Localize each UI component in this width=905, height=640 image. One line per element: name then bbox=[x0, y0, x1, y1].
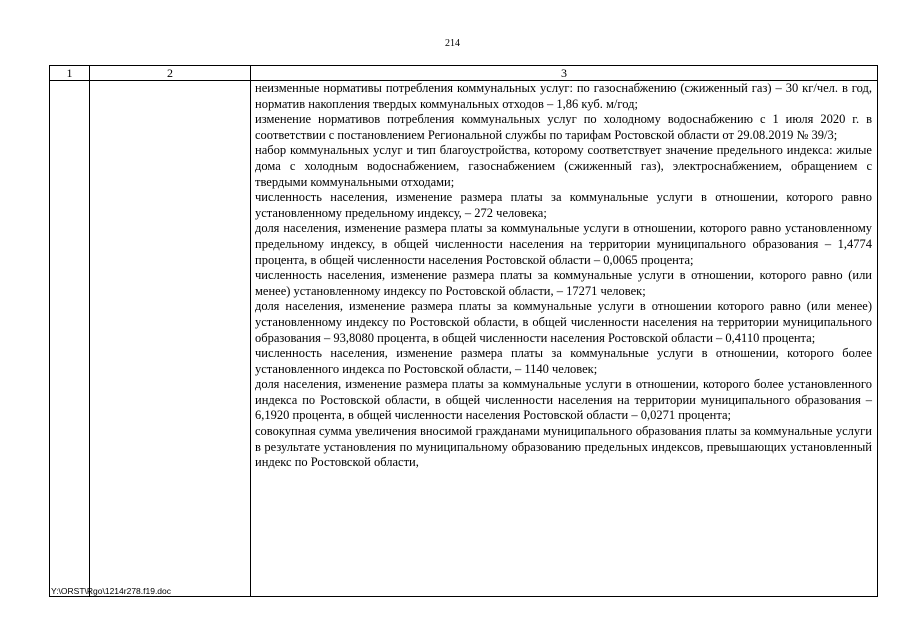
paragraph: численность населения, изменение размера платы за коммунальные услуги в отношении, которого равно установленному предельному индексу, – 272 человека; bbox=[255, 190, 872, 220]
cell-col-1 bbox=[50, 81, 90, 597]
paragraph: неизменные нормативы потребления коммунальных услуг: по газоснабжению (сжиженный газ) – 30 кг/чел. в год, норматив накопления твердых коммунальных отходов – 1,86 куб. м/год; bbox=[255, 81, 872, 111]
paragraph: доля населения, изменение размера платы за коммунальные услуги в отношении которого равно (или менее) установленному индексу по Ростовской области, в общей численности населения на территории муниципального образования – 93,8080 процента, в общей численности населения Ростовской области – 0,4110 процента; bbox=[255, 299, 872, 345]
cell-col-2 bbox=[90, 81, 251, 597]
text-block bbox=[251, 81, 877, 596]
paragraph: набор коммунальных услуг и тип благоустройства, которому соответствует значение предельного индекса: жилые дома с холодным водоснабжением, газоснабжением (сжиженный газ), электроснабжением, обращением с твердыми коммунальными отходами; bbox=[255, 143, 872, 189]
page-number: 214 bbox=[445, 38, 460, 49]
paragraph: доля населения, изменение размера платы за коммунальные услуги в отношении, которого равно установленному предельному индексу, в общей численности населения на территории муниципального образования – 1,4774 процента, в общей численности населения Ростовской области – 0,0065 процента; bbox=[255, 221, 872, 267]
cell-col-3 bbox=[251, 81, 878, 597]
table-row bbox=[50, 81, 878, 597]
column-header-1: 1 bbox=[50, 66, 90, 81]
document-table bbox=[49, 65, 878, 597]
column-header-2: 2 bbox=[90, 66, 251, 81]
footer-file-path: Y:\ORST\Rgo\1214r278.f19.doc bbox=[51, 586, 172, 596]
table-header-row bbox=[50, 66, 878, 81]
paragraph: численность населения, изменение размера платы за коммунальные услуги в отношении, которого более установленного индекса по Ростовской области, – 1140 человек; bbox=[255, 346, 872, 376]
paragraph: совокупная сумма увеличения вносимой гражданами муниципального образования платы за коммунальные услуги в результате установления по муниципальному образованию предельных индексов, превышающих установленный индекс по Ростовской области, bbox=[255, 424, 872, 470]
paragraph: доля населения, изменение размера платы за коммунальные услуги в отношении, которого более установленного индекса по Ростовской области, в общей численности населения на территории муниципального образования – 6,1920 процента, в общей численности населения Ростовской области – 0,0271 процента; bbox=[255, 377, 872, 423]
column-header-3: 3 bbox=[251, 66, 878, 81]
paragraph: изменение нормативов потребления коммунальных услуг по холодному водоснабжению с 1 июля 2020 г. в соответствии с постановлением Региональной службы по тарифам Ростовской области от 29.08.2019 № 39/3; bbox=[255, 112, 872, 142]
paragraph: численность населения, изменение размера платы за коммунальные услуги в отношении, которого равно (или менее) установленному индексу по Ростовской области, – 17271 человек; bbox=[255, 268, 872, 298]
